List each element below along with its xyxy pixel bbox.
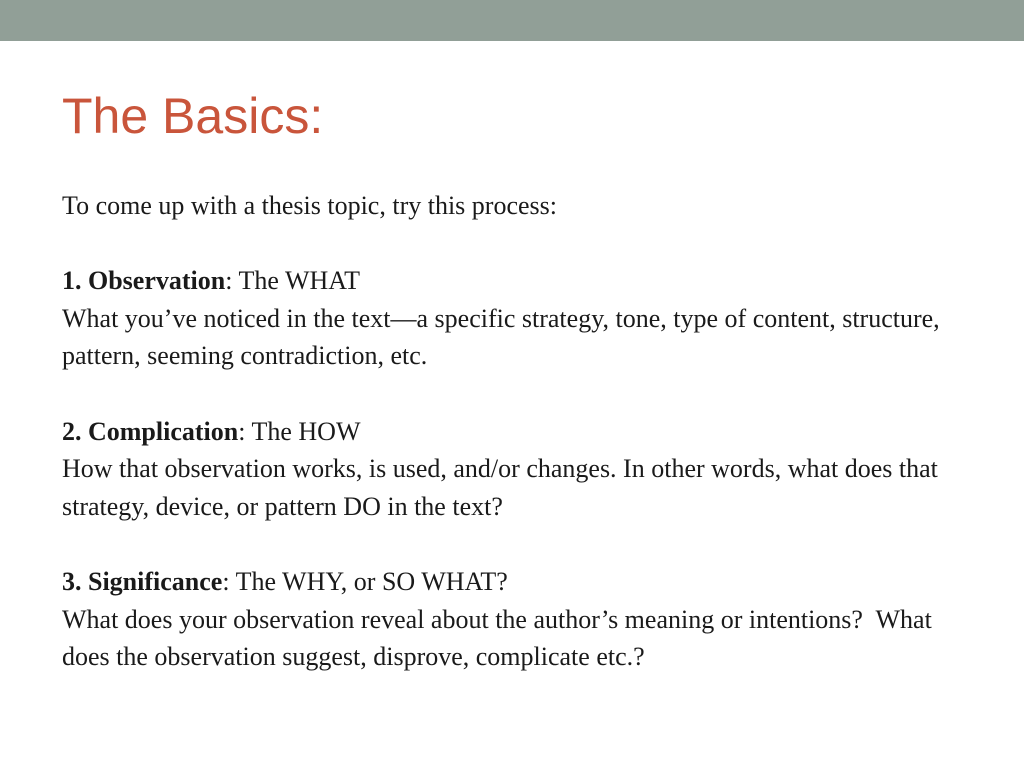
step-significance-description: What does your observation reveal about the author’s meaning or intentions? What does the observation suggest, disprove, complicate etc.? <box>62 604 939 672</box>
step-complication-heading <box>62 413 962 451</box>
spacer <box>62 525 962 563</box>
spacer <box>62 225 962 263</box>
step-significance-label: 3. Significance <box>62 566 223 596</box>
intro-text: To come up with a thesis topic, try this process: <box>62 191 557 220</box>
step-significance-heading-text: : The WHY, or SO WHAT? <box>222 566 508 596</box>
spacer <box>62 375 962 413</box>
slide-body <box>62 187 962 676</box>
step-complication-description: How that observation works, is used, and/or changes. In other words, what does that strategy, device, or pattern DO in the text? <box>62 454 938 521</box>
top-accent-bar <box>0 0 1024 41</box>
step-significance-heading <box>62 563 962 601</box>
step-observation-description: What you’ve noticed in the text—a specific strategy, tone, type of content, structure, pattern, seeming contradiction, etc. <box>62 303 940 371</box>
step-complication-label: 2. Complication <box>62 416 239 446</box>
slide-title: The Basics: <box>62 88 324 144</box>
step-observation-label: 1. Observation <box>62 266 226 296</box>
step-complication-heading-text: : The HOW <box>238 416 361 446</box>
step-observation-heading <box>62 262 962 300</box>
step-observation-heading-text: : The WHAT <box>225 266 361 296</box>
